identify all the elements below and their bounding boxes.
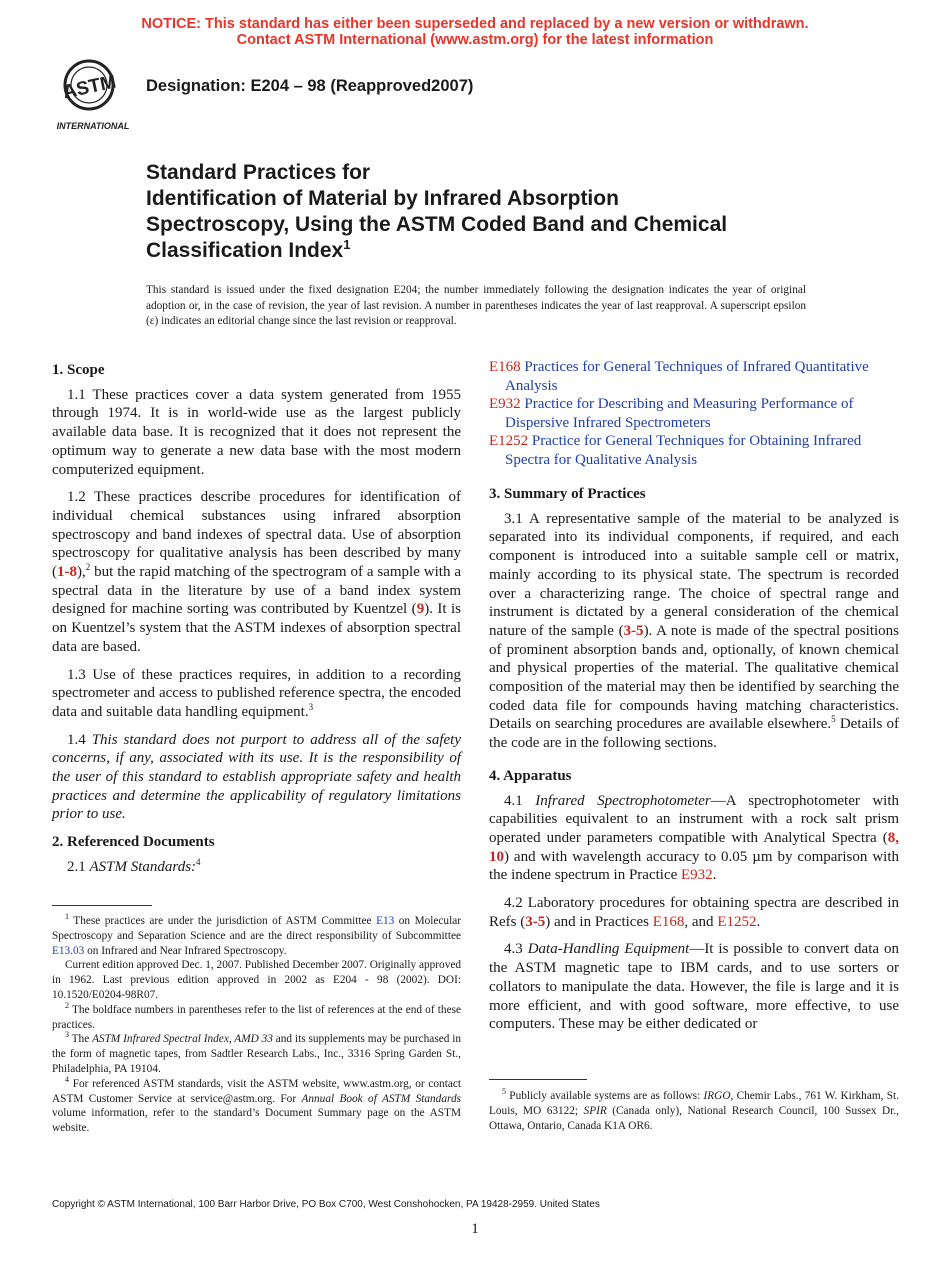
link-e1252[interactable]: E1252 bbox=[717, 913, 757, 930]
p4-2-text-d: . bbox=[756, 913, 761, 930]
p4-1-number: 4.1 bbox=[504, 792, 536, 809]
withdrawal-notice bbox=[0, 16, 950, 48]
page-number: 1 bbox=[471, 1221, 479, 1237]
title-footnote-mark: 1 bbox=[343, 237, 351, 252]
p4-1-term: Infrared Spectrophotometer bbox=[535, 792, 711, 809]
notice-line-2: Contact ASTM International (www.astm.org) for the latest information bbox=[236, 32, 714, 48]
p4-2-text-c: , and bbox=[684, 913, 718, 930]
paragraph-3-1 bbox=[489, 510, 899, 753]
p3-1-text-c: Details of the code are in the following sections. bbox=[489, 716, 900, 752]
left-column bbox=[52, 357, 461, 886]
astm-standards-label: ASTM Standards: bbox=[89, 858, 197, 875]
title-line-3: Spectroscopy, Using the ASTM Coded Band and Chemical bbox=[146, 213, 728, 236]
reference-link-9[interactable]: 9 bbox=[416, 601, 425, 618]
p3-1-text-b: ). A note is made of the spectral positions of prominent absorption bands and, optionally, of known chemical and physical properties of the material. The qualitative chemical composition of the material may then be identified by searching the coded data file for compounds having matching characteristics. Details on searching procedures are available elsewhere. bbox=[489, 622, 899, 733]
reference-link-8-10[interactable]: 8, 10 bbox=[489, 829, 899, 865]
p4-1-text-a: —A spectrophotometer with capabilities equivalent to an instrument with a rock salt prism operated under parameters compatible with Analytical Spectra ( bbox=[489, 792, 899, 846]
footnote-3-mark: 3 bbox=[65, 1030, 69, 1040]
paragraph-4-3 bbox=[489, 940, 899, 1034]
p4-2-text-a: 4.2 Laboratory procedures for obtaining spectra are described in Refs ( bbox=[489, 895, 899, 930]
footnote-1 bbox=[52, 914, 461, 958]
title-line-2: Identification of Material by Infrared Absorption bbox=[146, 187, 619, 210]
safety-statement: This standard does not purport to address all of the safety concerns, if any, associated with its use. It is the responsibility of the user of this standard to establish appropriate safety and health practices and determine the applicability of regulatory limitations prior to use. bbox=[52, 731, 462, 823]
footnote-4-mark: 4 bbox=[65, 1075, 69, 1084]
refdoc-e932 bbox=[489, 395, 899, 432]
footnote-4-text-b: volume information, refer to the standard’s Document Summary page on the ASTM website. bbox=[52, 1107, 461, 1135]
scope-heading: 1. Scope bbox=[52, 362, 105, 378]
paragraph-4-1 bbox=[489, 792, 899, 886]
footnote-2-mark: 2 bbox=[65, 1001, 69, 1011]
p4-2-text-b: ) and in Practices bbox=[545, 913, 653, 930]
reference-link-3-5-b[interactable]: 3-5 bbox=[525, 913, 546, 930]
paragraph-1-2 bbox=[52, 488, 461, 656]
p1-2-text-c: but the rapid matching of the spectrogram of a sample with a spectral data in the literature by use of a band index system designed for machine sorting was contributed by Kuentzel ( bbox=[52, 564, 461, 618]
paragraph-1-1: 1.1 These practices cover a data system generated from 1955 through 1974. It is in world-wide use as the largest publicly available data base. It is recognized that it does not represent the optimum way to generate a new data base with the most modern computerized equipment. bbox=[52, 386, 461, 478]
refdoc-code-e168[interactable]: E168 bbox=[489, 359, 521, 375]
designation: Designation: E204 – 98 (Reapproved2007) bbox=[146, 77, 474, 95]
title-line-4: Classification Index bbox=[146, 239, 344, 262]
p1-3-text: 1.3 Use of these practices requires, in addition to a recording spectrometer and access to published reference spectra, the encoded data and suitable data handling equipment. bbox=[52, 666, 461, 720]
paragraph-1-4 bbox=[52, 731, 461, 825]
link-e13[interactable]: E13 bbox=[376, 915, 395, 927]
refdoc-code-e932[interactable]: E932 bbox=[489, 396, 521, 412]
page-title bbox=[146, 160, 866, 264]
footnote-5-text-c: (Canada only), National Research Council, 100 Sussex Dr., Ottawa, Ontario, Canada K1A OR6. bbox=[489, 1104, 899, 1132]
footnote-divider-right bbox=[489, 1079, 587, 1080]
footnote-3 bbox=[52, 1032, 461, 1076]
footnote-mark-5: 5 bbox=[831, 714, 836, 725]
p2-1-number: 2.1 bbox=[67, 858, 90, 875]
footnote-5-text-a: Publicly available systems are as follows: bbox=[509, 1090, 704, 1102]
p1-4-number: 1.4 bbox=[67, 731, 92, 748]
refdoc-title-e932[interactable]: Practice for Describing and Measuring Performance of Dispersive Infrared Spectrometers bbox=[505, 396, 854, 431]
refdoc-e168 bbox=[489, 358, 899, 395]
p3-1-text-a: 3.1 A representative sample of the material to be analyzed is separated into its individual components, if required, and each component is introduced into a suitable sample cell or matrix, mainly according to its physical state. The spectrum is recorded over a characterizing range. The choice of spectral range and instrument is dictated by a general consideration of the chemical nature of the sample ( bbox=[489, 510, 899, 639]
footnote-2 bbox=[52, 1003, 461, 1033]
footnote-divider-left bbox=[52, 905, 152, 906]
footnote-5-text-b: Chemir Labs., 761 W. Kirkham, St. Louis, MO 63122; bbox=[489, 1090, 899, 1117]
issued-note: This standard is issued under the fixed designation E204; the number immediately following the designation indicates the year of original adoption or, in the case of revision, the year of last revision. A number in parentheses indicates the year of last reapproval. A superscript epsilon (ε) indicates an editorial change since the last revision or reapproval. bbox=[146, 284, 806, 327]
footnote-5 bbox=[489, 1089, 899, 1133]
astm-logo-icon bbox=[53, 57, 135, 133]
p4-3-term: Data-Handling Equipment bbox=[527, 941, 690, 958]
footnote-5-mark: 5 bbox=[502, 1087, 506, 1097]
p4-1-text-c: . bbox=[712, 867, 717, 884]
p4-3-text: —It is possible to convert data on the ASTM magnetic tape to IBM cards, and to use sorters or collators to manipulate the data. However, the file is large and it is more efficient, and with good software, more effective, to use computers. These may be either dedicated or bbox=[489, 941, 899, 1033]
paragraph-4-2 bbox=[489, 894, 899, 931]
footnote-4 bbox=[52, 1077, 461, 1136]
paragraph-1-3 bbox=[52, 666, 461, 722]
paragraph-2-1 bbox=[52, 858, 461, 877]
p4-3-number: 4.3 bbox=[504, 941, 528, 958]
footnote-mark-3: 3 bbox=[308, 701, 314, 712]
footnote-3-text-a: The bbox=[71, 1033, 93, 1046]
footnote-1-mark: 1 bbox=[65, 912, 69, 922]
footnote-4-title: Annual Book of ASTM Standards bbox=[301, 1092, 462, 1105]
footnote-1-text-b: on Molecular Spectroscopy and Separation Science and are the direct responsibility of Subcommittee bbox=[52, 915, 461, 942]
footnote-mark-2: 2 bbox=[85, 562, 91, 573]
footnote-3-text-b: and its supplements may be purchased in the form of magnetic tapes, from Sadtler Research Labs., Inc., 3316 Spring Garden St., Philadelphia, PA 19104. bbox=[52, 1033, 462, 1075]
logo-letters: ASTM bbox=[61, 71, 119, 104]
footnote-1-text-c: on Infrared and Near Infrared Spectroscopy. bbox=[84, 944, 287, 957]
footnote-4-text-a: For referenced ASTM standards, visit the ASTM website, www.astm.org, or contact ASTM Customer Service at service@astm.org. For bbox=[52, 1077, 461, 1105]
p1-2-text-d: ). It is on Kuentzel’s system that the ASTM indexes of absorption spectral data are based. bbox=[52, 601, 462, 655]
footnote-2-text: The boldface numbers in parentheses refer to the list of references at the end of these practices. bbox=[52, 1003, 461, 1031]
refdoc-e1252 bbox=[489, 432, 899, 469]
footnotes-left bbox=[52, 914, 461, 1136]
p4-1-text-b: ) and with wavelength accuracy to 0.05 µm by comparison with the indene spectrum in Practice bbox=[489, 848, 899, 884]
refdoc-title-e168[interactable]: Practices for General Techniques of Infrared Quantitative Analysis bbox=[505, 359, 869, 394]
right-column bbox=[489, 357, 899, 1043]
footnote-1-edition: Current edition approved Dec. 1, 2007. Published December 2007. Originally approved in 1962. Last previous edition approved in 2002 as E204 - 98 (2002). DOI: 10.1520/E0204-98R07. bbox=[52, 959, 461, 1001]
footnote-5-irgo: IRGO, bbox=[703, 1090, 734, 1102]
notice-line-1: NOTICE: This standard has either been superseded and replaced by a new version or withdrawn. bbox=[141, 16, 809, 32]
copyright-line: Copyright © ASTM International, 100 Barr Harbor Drive, PO Box C700, West Conshohocken, PA 19428-2959. United States bbox=[52, 1199, 600, 1210]
p1-2-text-a: 1.2 These practices describe procedures for identification of individual chemical substances using infrared absorption spectroscopy and band indexes of spectral data. Use of absorption spectroscopy for qualitative analysis has been described by many ( bbox=[52, 489, 461, 581]
footnote-mark-4: 4 bbox=[196, 856, 201, 867]
apparatus-heading: 4. Apparatus bbox=[489, 767, 572, 784]
reference-link-3-5[interactable]: 3-5 bbox=[623, 622, 644, 639]
refdoc-code-e1252[interactable]: E1252 bbox=[489, 433, 529, 449]
reference-link-1-8[interactable]: 1-8 bbox=[57, 564, 77, 581]
link-e168[interactable]: E168 bbox=[652, 913, 685, 930]
footnote-5-spir: SPIR bbox=[583, 1104, 607, 1117]
link-e932[interactable]: E932 bbox=[681, 867, 713, 884]
title-line-1: Standard Practices for bbox=[146, 161, 371, 184]
footnote-1-text-a: These practices are under the jurisdiction of ASTM Committee bbox=[73, 915, 377, 927]
logo-caption: INTERNATIONAL bbox=[56, 121, 130, 131]
link-e13-03[interactable]: E13.03 bbox=[52, 944, 85, 957]
footnote-3-title: ASTM Infrared Spectral Index, AMD 33 bbox=[92, 1033, 273, 1046]
p1-2-text-b: ), bbox=[77, 564, 86, 581]
refdoc-title-e1252[interactable]: Practice for General Techniques for Obtaining Infrared Spectra for Qualitative Analysis bbox=[505, 433, 862, 468]
summary-heading: 3. Summary of Practices bbox=[489, 486, 646, 502]
referenced-documents-heading: 2. Referenced Documents bbox=[52, 834, 215, 851]
